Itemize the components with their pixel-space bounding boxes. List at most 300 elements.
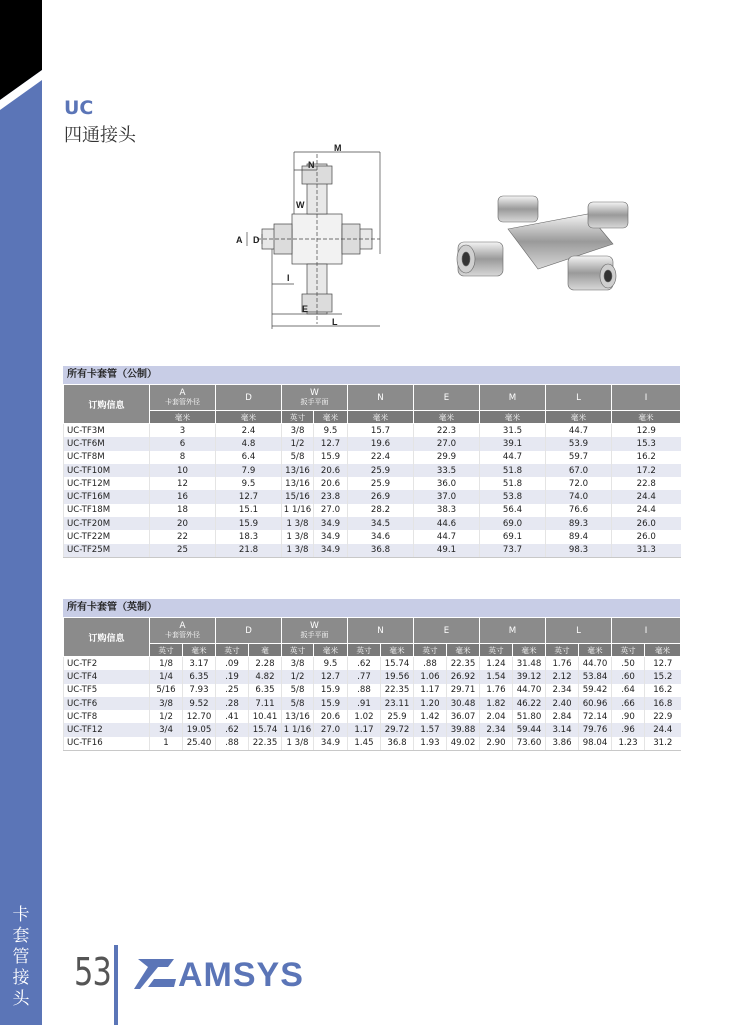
table-cell: 22.4 [348, 451, 414, 464]
unit-header: 毫米 [612, 411, 681, 424]
order-code-cell: UC-TF12M [64, 477, 150, 490]
unit-header: 毫米 [183, 644, 216, 657]
table-cell: 3/8 [282, 657, 314, 671]
dim-label: I [287, 273, 290, 283]
table-cell: 1/2 [282, 670, 314, 683]
table-cell: 13/16 [282, 464, 314, 477]
col-header: D [216, 385, 282, 411]
unit-header: 毫米 [447, 644, 480, 657]
table-cell: 44.7 [546, 424, 612, 438]
table-cell: 20.6 [314, 477, 348, 490]
order-code-cell: UC-TF22M [64, 530, 150, 543]
table-cell: 69.1 [480, 530, 546, 543]
order-code-cell: UC-TF25M [64, 544, 150, 558]
section-title: 卡套管接头 [12, 905, 30, 1009]
table-cell: 89.4 [546, 530, 612, 543]
table-cell: 12.7 [314, 437, 348, 450]
unit-header: 毫米 [579, 644, 612, 657]
table-cell: 15.7 [348, 424, 414, 438]
table-row [64, 517, 681, 530]
table-cell: .88 [348, 684, 381, 697]
col-header: N [348, 618, 414, 644]
table-cell: 2.34 [546, 684, 579, 697]
table-cell: 13/16 [282, 477, 314, 490]
table-cell: 6.35 [249, 684, 282, 697]
table-cell: 22 [150, 530, 216, 543]
table-cell: 98.04 [579, 737, 612, 751]
table-cell: 16.2 [645, 684, 681, 697]
table-cell: 19.56 [381, 670, 414, 683]
order-code-cell: UC-TF4 [64, 670, 150, 683]
table-cell: 3/8 [150, 697, 183, 710]
table-cell: 34.9 [314, 737, 348, 751]
table-cell: 39.88 [447, 723, 480, 736]
unit-header: 英寸 [612, 644, 645, 657]
table-cell: 10 [150, 464, 216, 477]
table-cell: 5/8 [282, 684, 314, 697]
table-cell: 44.7 [414, 530, 480, 543]
table-cell: 15.9 [314, 697, 348, 710]
table-cell: 36.8 [381, 737, 414, 751]
table-cell: 1 3/8 [282, 530, 314, 543]
table-cell: 27.0 [314, 723, 348, 736]
order-code-cell: UC-TF16 [64, 737, 150, 751]
table-row [64, 504, 681, 517]
unit-header: 英寸 [282, 411, 314, 424]
col-header: 订购信息 [64, 618, 150, 657]
table-cell: 12 [150, 477, 216, 490]
table-cell: 18.3 [216, 530, 282, 543]
col-header: M [480, 385, 546, 411]
table-cell: 27.0 [314, 504, 348, 517]
unit-header: 毫米 [381, 644, 414, 657]
table-cell: 1/2 [150, 710, 183, 723]
table-cell: 1/2 [282, 437, 314, 450]
table-cell: 73.60 [513, 737, 546, 751]
table-cell: 79.76 [579, 723, 612, 736]
table-cell: 1.45 [348, 737, 381, 751]
table-cell: .91 [348, 697, 381, 710]
table-row [64, 490, 681, 503]
corner-decoration [0, 0, 42, 110]
table-cell: .90 [612, 710, 645, 723]
table-row [64, 477, 681, 490]
table-cell: 73.7 [480, 544, 546, 558]
dim-label: L [332, 317, 338, 327]
table-cell: 23.11 [381, 697, 414, 710]
table-cell: 6.35 [183, 670, 216, 683]
table-cell: 72.14 [579, 710, 612, 723]
table-row [64, 530, 681, 543]
table-cell: 26.0 [612, 517, 681, 530]
table-row [64, 437, 681, 450]
table-cell: 23.8 [314, 490, 348, 503]
table-cell: .50 [612, 657, 645, 671]
col-header: W 扳手平面 [282, 385, 348, 411]
table-cell: 1.24 [480, 657, 513, 671]
table-cell: 37.0 [414, 490, 480, 503]
table-cell: 44.6 [414, 517, 480, 530]
unit-header: 英寸 [150, 644, 183, 657]
order-code-cell: UC-TF8M [64, 451, 150, 464]
table-cell: 2.12 [546, 670, 579, 683]
table-cell: 7.93 [183, 684, 216, 697]
table-title: 所有卡套管（公制） [63, 366, 680, 384]
order-code-cell: UC-TF6 [64, 697, 150, 710]
table-cell: 34.9 [314, 517, 348, 530]
table-cell: 31.3 [612, 544, 681, 558]
table-cell: 1.57 [414, 723, 447, 736]
table-cell: 59.44 [513, 723, 546, 736]
table-cell: 44.70 [579, 657, 612, 671]
metric-table [63, 366, 680, 558]
table-cell: 18 [150, 504, 216, 517]
table-cell: 15.9 [314, 684, 348, 697]
table-cell: 2.90 [480, 737, 513, 751]
table-cell: 16.2 [612, 451, 681, 464]
table-cell: 15.1 [216, 504, 282, 517]
table-cell: 1/8 [150, 657, 183, 671]
table-row [64, 464, 681, 477]
order-code-cell: UC-TF3M [64, 424, 150, 438]
table-cell: 4.82 [249, 670, 282, 683]
table-cell: 1.23 [612, 737, 645, 751]
table-cell: 98.3 [546, 544, 612, 558]
table-cell: 2.34 [480, 723, 513, 736]
footer-divider [114, 945, 118, 1025]
table-cell: 8 [150, 451, 216, 464]
table-cell: 28.2 [348, 504, 414, 517]
table-cell: .25 [216, 684, 249, 697]
col-header: L [546, 618, 612, 644]
col-header: D [216, 618, 282, 644]
table-row [64, 670, 681, 683]
imperial-table [63, 599, 680, 751]
table-cell: 24.4 [612, 490, 681, 503]
table-cell: 51.8 [480, 464, 546, 477]
table-cell: 22.3 [414, 424, 480, 438]
table-cell: 1.42 [414, 710, 447, 723]
table-cell: 16.8 [645, 697, 681, 710]
brand-logo-icon [134, 955, 178, 991]
table-cell: 12.7 [645, 657, 681, 671]
table-row [64, 544, 681, 558]
table-cell: 3/4 [150, 723, 183, 736]
table-cell: 2.84 [546, 710, 579, 723]
table-row [64, 657, 681, 671]
dim-label: E [302, 304, 309, 314]
product-name: 四通接头 [64, 125, 136, 146]
table-cell: .66 [612, 697, 645, 710]
table-cell: 3.86 [546, 737, 579, 751]
unit-header: 毫米 [150, 411, 216, 424]
table-cell: 1 1/16 [282, 504, 314, 517]
table-cell: 26.9 [348, 490, 414, 503]
table-cell: 39.12 [513, 670, 546, 683]
col-header: N [348, 385, 414, 411]
table-cell: 12.7 [216, 490, 282, 503]
table-cell: 6 [150, 437, 216, 450]
table-cell: 22.35 [447, 657, 480, 671]
table-cell: 1.02 [348, 710, 381, 723]
table-cell: 1 3/8 [282, 737, 314, 751]
table-cell: 24.4 [645, 723, 681, 736]
table-cell: 31.48 [513, 657, 546, 671]
order-code-cell: UC-TF2 [64, 657, 150, 671]
table-cell: 9.5 [314, 657, 348, 671]
table-cell: 44.7 [480, 451, 546, 464]
table-cell: .77 [348, 670, 381, 683]
table-cell: 22.8 [612, 477, 681, 490]
unit-header: 毫米 [314, 644, 348, 657]
table-cell: 34.9 [314, 544, 348, 558]
unit-header: 英寸 [480, 644, 513, 657]
table-cell: 15.9 [314, 451, 348, 464]
table-cell: 31.2 [645, 737, 681, 751]
table-cell: 1.76 [480, 684, 513, 697]
order-code-cell: UC-TF18M [64, 504, 150, 517]
table-cell: 67.0 [546, 464, 612, 477]
table-cell: 15.74 [381, 657, 414, 671]
table-cell: 44.70 [513, 684, 546, 697]
table-cell: 49.02 [447, 737, 480, 751]
table-cell: 1.20 [414, 697, 447, 710]
order-code-cell: UC-TF12 [64, 723, 150, 736]
table-cell: 1.06 [414, 670, 447, 683]
unit-header: 毫米 [314, 411, 348, 424]
sidebar [0, 0, 42, 1025]
table-cell: 34.9 [314, 530, 348, 543]
unit-header: 毫米 [414, 411, 480, 424]
table-cell: 9.5 [314, 424, 348, 438]
table-row [64, 710, 681, 723]
table-cell: 27.0 [414, 437, 480, 450]
table-cell: 5/16 [150, 684, 183, 697]
table-cell: 51.8 [480, 477, 546, 490]
table-cell: 53.84 [579, 670, 612, 683]
col-header: L [546, 385, 612, 411]
table-cell: 22.35 [381, 684, 414, 697]
order-code-cell: UC-TF16M [64, 490, 150, 503]
table-cell: 19.6 [348, 437, 414, 450]
table-cell: 72.0 [546, 477, 612, 490]
order-code-cell: UC-TF5 [64, 684, 150, 697]
table-cell: 39.1 [480, 437, 546, 450]
table-cell: 36.8 [348, 544, 414, 558]
unit-header: 毫米 [348, 411, 414, 424]
table-row [64, 424, 681, 438]
table-cell: 3/8 [282, 424, 314, 438]
table-cell: .88 [414, 657, 447, 671]
table-row [64, 697, 681, 710]
table-cell: 25.40 [183, 737, 216, 751]
table-cell: 29.9 [414, 451, 480, 464]
table-cell: 29.72 [381, 723, 414, 736]
unit-header: 英寸 [282, 644, 314, 657]
table-cell: .62 [216, 723, 249, 736]
table-cell: 36.0 [414, 477, 480, 490]
table-cell: 56.4 [480, 504, 546, 517]
table-cell: 31.5 [480, 424, 546, 438]
col-header: E [414, 385, 480, 411]
table-cell: 1/4 [150, 670, 183, 683]
table-cell: .64 [612, 684, 645, 697]
table-cell: 7.11 [249, 697, 282, 710]
table-cell: 10.41 [249, 710, 282, 723]
unit-header: 英寸 [216, 644, 249, 657]
table-cell: .62 [348, 657, 381, 671]
table-cell: 13/16 [282, 710, 314, 723]
table-row [64, 684, 681, 697]
dim-label: W [296, 200, 305, 210]
order-code-cell: UC-TF8 [64, 710, 150, 723]
table-cell: 25.9 [381, 710, 414, 723]
table-cell: 74.0 [546, 490, 612, 503]
table-cell: 1 1/16 [282, 723, 314, 736]
table-cell: 15.2 [645, 670, 681, 683]
table-cell: 25.9 [348, 477, 414, 490]
dim-label: D [253, 235, 260, 245]
table-cell: 20 [150, 517, 216, 530]
table-cell: 24.4 [612, 504, 681, 517]
unit-header: 毫米 [216, 411, 282, 424]
table-cell: 12.70 [183, 710, 216, 723]
dim-label: A [236, 235, 243, 245]
table-cell: 38.3 [414, 504, 480, 517]
order-code-cell: UC-TF6M [64, 437, 150, 450]
col-header: I [612, 618, 681, 644]
table-cell: 2.04 [480, 710, 513, 723]
table-cell: 59.7 [546, 451, 612, 464]
table-cell: 19.05 [183, 723, 216, 736]
table-row [64, 737, 681, 751]
dim-label: N [308, 160, 315, 170]
dimension-drawing [232, 144, 402, 334]
table-cell: .19 [216, 670, 249, 683]
dim-label: M [334, 144, 342, 153]
page-number: 53 [74, 950, 112, 994]
table-cell: 26.92 [447, 670, 480, 683]
col-header: W 扳手平面 [282, 618, 348, 644]
table-cell: .60 [612, 670, 645, 683]
table-cell: .09 [216, 657, 249, 671]
product-code: UC [64, 97, 94, 119]
table-cell: 1 3/8 [282, 517, 314, 530]
table-cell: 22.35 [249, 737, 282, 751]
table-cell: 1 [150, 737, 183, 751]
unit-header: 英寸 [348, 644, 381, 657]
table-cell: .41 [216, 710, 249, 723]
table-cell: 89.3 [546, 517, 612, 530]
table-title: 所有卡套管（英制） [63, 599, 680, 617]
table-cell: 2.40 [546, 697, 579, 710]
table-cell: 1.54 [480, 670, 513, 683]
table-cell: 34.5 [348, 517, 414, 530]
table-cell: 49.1 [414, 544, 480, 558]
col-header: 订购信息 [64, 385, 150, 424]
order-code-cell: UC-TF20M [64, 517, 150, 530]
table-cell: 3 [150, 424, 216, 438]
table-cell: 2.28 [249, 657, 282, 671]
table-cell: 26.0 [612, 530, 681, 543]
table-cell: 4.8 [216, 437, 282, 450]
table-cell: 59.42 [579, 684, 612, 697]
table-cell: 60.96 [579, 697, 612, 710]
table-cell: 46.22 [513, 697, 546, 710]
col-header: M [480, 618, 546, 644]
table-cell: 33.5 [414, 464, 480, 477]
table-cell: 7.9 [216, 464, 282, 477]
unit-header: 毫米 [645, 644, 681, 657]
table-cell: 5/8 [282, 697, 314, 710]
col-header: A 卡套管外径 [150, 385, 216, 411]
table-cell: 51.80 [513, 710, 546, 723]
unit-header: 英寸 [414, 644, 447, 657]
table-cell: 5/8 [282, 451, 314, 464]
table-cell: .28 [216, 697, 249, 710]
table-cell: 6.4 [216, 451, 282, 464]
col-header: E [414, 618, 480, 644]
table-cell: 29.71 [447, 684, 480, 697]
table-cell: .96 [612, 723, 645, 736]
table-cell: .88 [216, 737, 249, 751]
table-row [64, 451, 681, 464]
table-cell: 53.9 [546, 437, 612, 450]
table-cell: 12.9 [612, 424, 681, 438]
table-cell: 15.9 [216, 517, 282, 530]
table-cell: 20.6 [314, 464, 348, 477]
table-cell: 9.5 [216, 477, 282, 490]
unit-header: 英寸 [546, 644, 579, 657]
table-cell: 34.6 [348, 530, 414, 543]
unit-header: 毫米 [513, 644, 546, 657]
table-cell: 2.4 [216, 424, 282, 438]
table-cell: 25.9 [348, 464, 414, 477]
unit-header: 毫米 [546, 411, 612, 424]
table-cell: 15/16 [282, 490, 314, 503]
table-cell: 1.17 [414, 684, 447, 697]
table-cell: 3.14 [546, 723, 579, 736]
table-cell: 1.82 [480, 697, 513, 710]
table-cell: 1.76 [546, 657, 579, 671]
table-cell: 12.7 [314, 670, 348, 683]
table-cell: 25 [150, 544, 216, 558]
table-cell: 20.6 [314, 710, 348, 723]
table-cell: 17.2 [612, 464, 681, 477]
table-cell: 15.3 [612, 437, 681, 450]
table-cell: 53.8 [480, 490, 546, 503]
table-cell: 1.17 [348, 723, 381, 736]
col-header: A 卡套管外径 [150, 618, 216, 644]
table-row [64, 723, 681, 736]
col-header: I [612, 385, 681, 411]
table-cell: 1 3/8 [282, 544, 314, 558]
table-cell: 22.9 [645, 710, 681, 723]
unit-header: 毫米 [480, 411, 546, 424]
brand-name: AMSYS [178, 956, 304, 994]
order-code-cell: UC-TF10M [64, 464, 150, 477]
table-cell: 3.17 [183, 657, 216, 671]
table-cell: 76.6 [546, 504, 612, 517]
unit-header: 毫 [249, 644, 282, 657]
table-cell: 15.74 [249, 723, 282, 736]
table-cell: 69.0 [480, 517, 546, 530]
table-cell: 36.07 [447, 710, 480, 723]
product-photo [448, 184, 658, 314]
table-cell: 16 [150, 490, 216, 503]
table-cell: 1.93 [414, 737, 447, 751]
table-cell: 9.52 [183, 697, 216, 710]
